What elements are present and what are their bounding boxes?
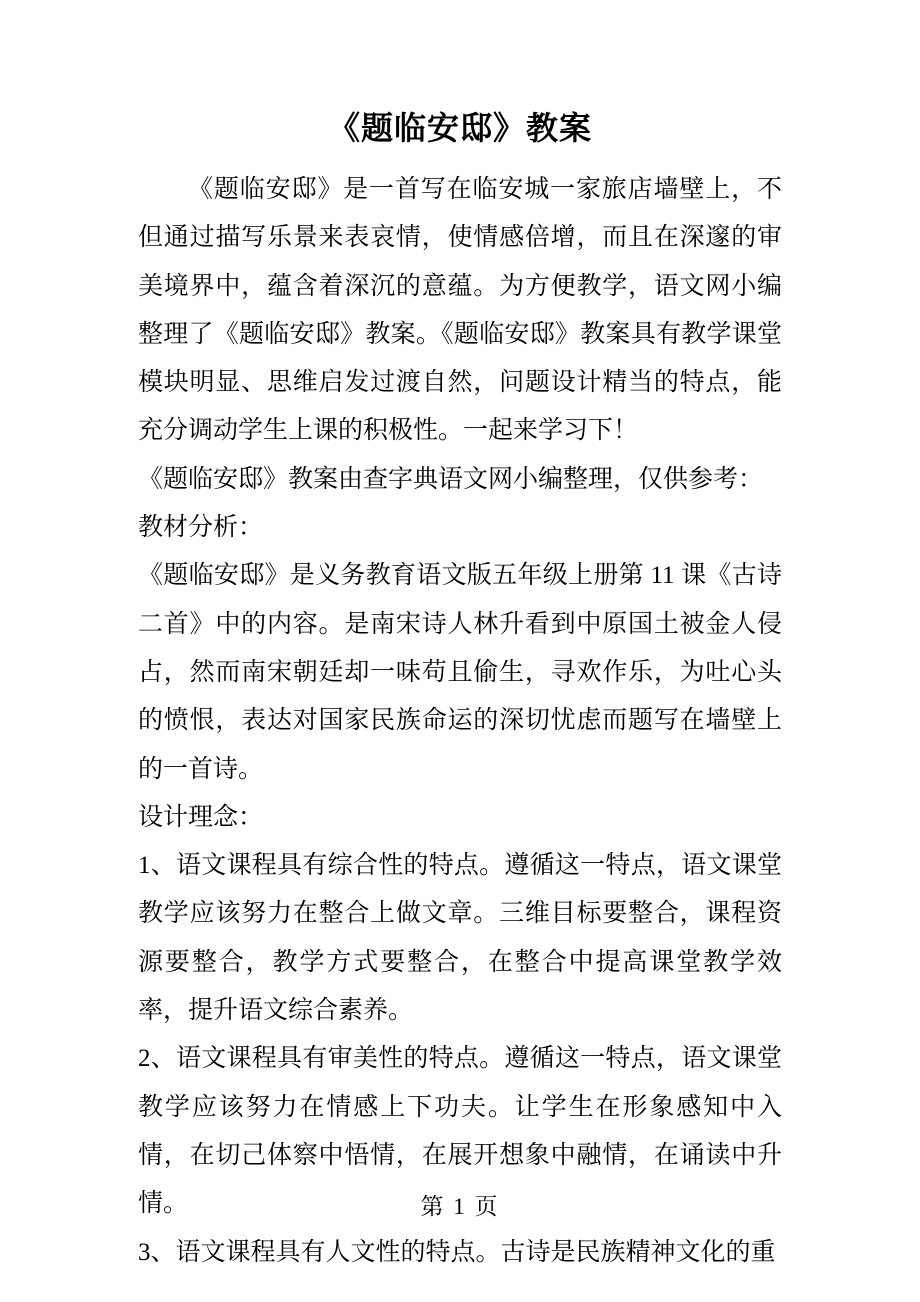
- paragraph-intro: 《题临安邸》是一首写在临安城一家旅店墙壁上，不但通过描写乐景来表哀情，使情感倍增，而且在深邃的审美境界中，蕴含着深沉的意蕴。为方便教学，语文网小编整理了《题临安邸》教案。《题临安邸》教案具有教学课堂模块明显、思维启发过渡自然，问题设计精当的特点，能充分调动学生上课的积极性。一起来学习下！: [138, 176, 782, 445]
- paragraph-material-analysis-body: 《题临安邸》是义务教育语文版五年级上册第 11 课《古诗二首》中的内容。是南宋诗人林升看到中原国土被金人侵占，然而南宋朝廷却一味苟且偷生，寻欢作乐，为吐心头的愤恨，表达对国家民族命运的深切忧虑而题写在墙壁上的一首诗。: [138, 562, 782, 783]
- paragraph-material-analysis-heading: 教材分析：: [138, 514, 264, 542]
- paragraph-design-concept-item-3: 3、语文课程具有人文性的特点。古诗是民族精神文化的重: [138, 1238, 776, 1266]
- paragraph-design-concept-item-2: 2、语文课程具有审美性的特点。遵循这一特点，语文课堂教学应该努力在情感上下功夫。让学生在形象感知中入情，在切己体察中悟情，在展开想象中融情，在诵读中升情。: [138, 1045, 782, 1218]
- paragraph-design-concept-item-1: 1、语文课程具有综合性的特点。遵循这一特点，语文课堂教学应该努力在整合上做文章。三维目标要整合，课程资源要整合，教学方式要整合，在整合中提高课堂教学效率，提升语文综合素养。: [138, 852, 782, 1025]
- document-content: [138, 104, 782, 1277]
- paragraph-source-note: 《题临安邸》教案由查字典语文网小编整理，仅供参考：: [138, 465, 764, 493]
- page-number-footer: 第 1 页: [420, 1194, 500, 1219]
- paragraph-design-concept-heading: 设计理念：: [138, 803, 264, 831]
- document-title: 《题临安邸》教案: [327, 110, 592, 146]
